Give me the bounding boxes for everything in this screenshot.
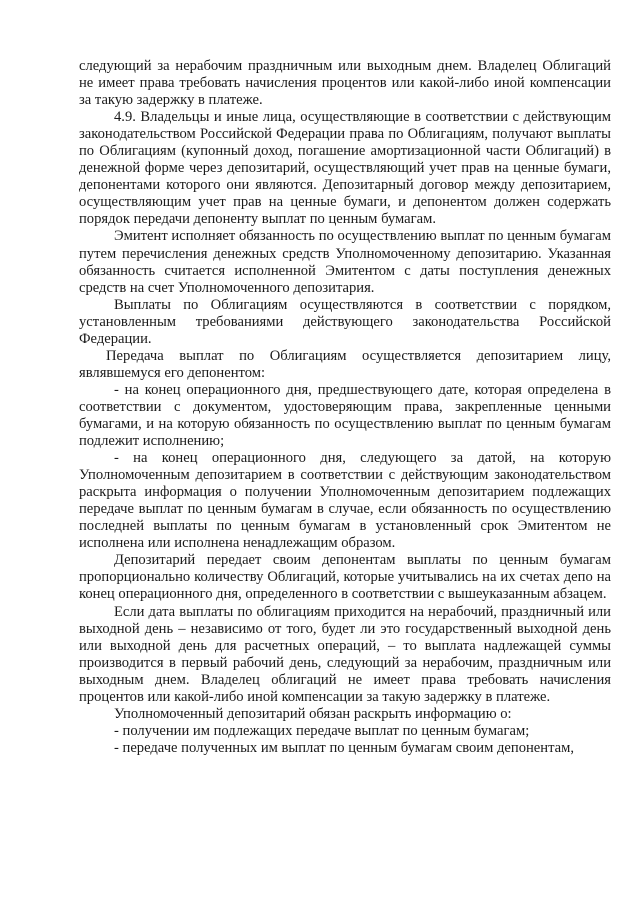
paragraph-depositary-transfers: Депозитарий передает своим депонентам выплаты по ценным бумагам пропорционально количеству Облигаций, которые учитывались на их счетах депо на конец операционного дня, определенного в соответствии с вышеуказанным абзацем. <box>79 552 611 603</box>
paragraph-payment-transfer: Передача выплат по Облигациям осуществляется депозитарием лицу, являвшемуся его депонентом: <box>79 347 611 381</box>
list-item-transfer: - передаче полученных им выплат по ценным бумагам своим депонентам, <box>114 739 575 756</box>
list-item-end-of-day-preceding: - на конец операционного дня, предшествующего дате, которая определена в соответствии с документом, удостоверяющим права, закрепленные ценными бумагами, и на которую обязанность по осуществлению выплат по ценным бумагам подлежит исполнению; <box>79 381 611 450</box>
paragraph-disclosure-intro: Уполномоченный депозитарий обязан раскрыть информацию о: <box>114 705 512 722</box>
paragraph-payments-procedure: Выплаты по Облигациям осуществляются в соответствии с порядком, установленным требованиями действующего законодательства Российской Федерации. <box>79 296 611 347</box>
paragraph-issuer-obligation: Эмитент исполняет обязанность по осуществлению выплат по ценным бумагам путем перечисления денежных средств Уполномоченному депозитарию. Указанная обязанность считается исполненной Эмитентом с даты поступления денежных средств на счет Уполномоченного депозитария. <box>79 228 611 296</box>
paragraph-4-9: 4.9. Владельцы и иные лица, осуществляющие в соответствии с действующим законодательством Российской Федерации права по Облигациям, получают выплаты по Облигациям (купонный доход, погашение амортизационной части Облигаций) в денежной форме через депозитарий, осуществляющий учет прав на ценные бумаги, депонентами которого они являются. Депозитарный договор между депозитарием, осуществляющим учет прав на ценные бумаги, и депонентом должен содержать порядок передачи депоненту выплат по ценным бумагам. <box>79 109 611 228</box>
list-item-end-of-day-following: - на конец операционного дня, следующего за датой, на которую Уполномоченным депозитарием в соответствии с действующим законодательством раскрыта информация о получении Уполномоченным депозитарием подлежащих передаче выплат по ценным бумагам в случае, если обязанность по осуществлению последней выплаты по ценным бумагам в установленный срок Эмитентом не исполнена или исполнена ненадлежащим образом. <box>79 450 611 552</box>
paragraph-continuation: следующий за нерабочим праздничным или выходным днем. Владелец Облигаций не имеет права требовать начисления процентов или какой-либо иной компенсации за такую задержку в платеже. <box>79 58 611 109</box>
document-page <box>79 58 611 757</box>
paragraph-non-working-day: Если дата выплаты по облигациям приходится на нерабочий, праздничный или выходной день – независимо от того, будет ли это государственный выходной день или выходной день для расчетных операций, – то выплата надлежащей суммы производится в первый рабочий день, следующий за нерабочим, праздничным или выходным днем. Владелец облигаций не имеет права требовать начисления процентов или какой-либо иной компенсации за такую задержку в платеже. <box>79 603 611 705</box>
list-item-receipt: - получении им подлежащих передаче выплат по ценным бумагам; <box>114 722 530 739</box>
